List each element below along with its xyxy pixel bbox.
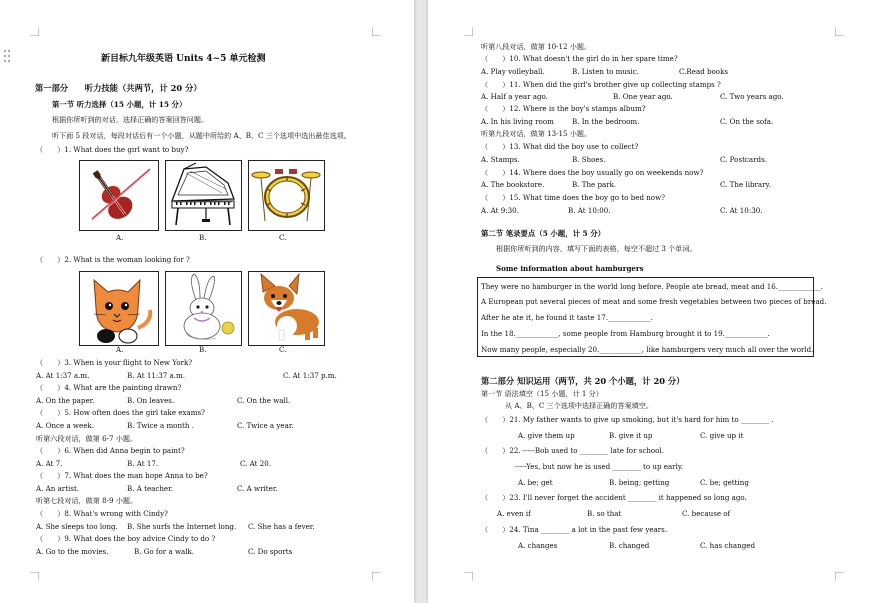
instruction-line: 根据你所听到的对话，选择正确的答案回答问题。: [52, 115, 209, 124]
question-stem: （ ）3. When is your flight to New York?: [36, 358, 193, 367]
crop-mark-bottom-left: [464, 572, 473, 581]
option-b: B. Twice a month .: [127, 421, 194, 430]
document-title: 新目标九年级英语 Units 4~5 单元检测: [101, 54, 266, 64]
option-label: C.: [279, 233, 287, 242]
listening-instruction: 听第七段对话，做第 8-9 小题。: [36, 496, 138, 505]
crop-mark-top-right: [835, 27, 844, 36]
option-c: C. On the sofa.: [720, 117, 774, 126]
question-stem: （ ）9. What does the boy advice Cindy to do ?: [36, 534, 216, 543]
question-stem: （ ）13. What did the boy use to collect?: [481, 142, 639, 151]
crop-mark-top-right: [372, 27, 381, 36]
question-stem: （ ）11. When did the girl's brother give up collecting stamps ?: [481, 80, 721, 89]
crop-mark-top-left: [464, 27, 473, 36]
option-b: B. At 17.: [127, 459, 159, 468]
drag-handle-icon[interactable]: [4, 50, 12, 64]
dog-image: [248, 271, 325, 346]
option-a: A. Play volleyball.: [481, 67, 545, 76]
option-b: B. A teacher.: [127, 484, 173, 493]
option-b: B. At 11:37 a.m.: [127, 371, 185, 380]
option-c: C. has changed: [700, 541, 755, 550]
option-a: A. Stamps.: [481, 155, 520, 164]
option-c: C. Two years ago.: [720, 92, 784, 101]
option-b: B. changed: [609, 541, 650, 550]
option-c: C. Do sports: [248, 547, 293, 556]
part1-heading: 第一部分 听力技能（共两节，计 20 分）: [35, 83, 202, 93]
question-stem-continued: -----Yes, but now he is used ________ to up early.: [515, 462, 684, 471]
question-stem: （ ）24. Tina ________ a lot in the past few years.: [481, 525, 668, 534]
option-c: C. because of: [682, 509, 731, 518]
option-c: C. be; getting: [700, 478, 749, 487]
cat-image: [79, 271, 159, 346]
listening-instruction: 听第六段对话，做第 6-7 小题。: [36, 434, 138, 443]
question-stem: （ ）15. What time does the boy go to bed now?: [481, 193, 665, 202]
option-b: B. Shoes.: [572, 155, 606, 164]
option-a: A. At 7.: [36, 459, 63, 468]
option-c: C. The library.: [720, 180, 771, 189]
option-a: A. The bookstore.: [481, 180, 545, 189]
option-a: A. even if: [497, 509, 531, 518]
question-stem: （ ）2. What is the woman looking for ?: [36, 255, 190, 264]
option-a: A. She sleeps too long.: [36, 522, 118, 531]
option-label: B.: [199, 233, 207, 242]
question-stem: （ ）21. My father wants to give up smoking, but it's hard for him to ________ .: [481, 415, 774, 424]
option-c: C. At 10:30.: [720, 206, 763, 215]
option-a: A. Half a year ago.: [481, 92, 548, 101]
crop-mark-top-left: [30, 27, 39, 36]
option-a: A. changes: [518, 541, 558, 550]
section3-heading: 第一节 语法填空（15 小题，计 1 分）: [481, 389, 603, 398]
option-c: C. A writer.: [237, 484, 278, 493]
option-c: C. On the wall.: [237, 396, 291, 405]
section2-heading: 第二节 笔录要点（5 小题，计 5 分）: [481, 229, 606, 238]
violin-image: [79, 160, 159, 231]
option-a: A. be; get: [518, 478, 553, 487]
option-label: A.: [116, 345, 124, 354]
option-label: A.: [116, 233, 124, 242]
option-c: C. Postcards.: [720, 155, 767, 164]
option-a: A. Once a week.: [36, 421, 94, 430]
option-b: B. At 10:00.: [568, 206, 611, 215]
crop-mark-bottom-right: [372, 572, 381, 581]
option-b: B. She surfs the Internet long.: [127, 522, 237, 531]
question-stem: （ ）4. What are the painting drawn?: [36, 383, 182, 392]
question-stem: （ ）1. What does the girl want to buy?: [36, 145, 189, 154]
listening-instruction: 听第八段对话，做第 10-12 小题。: [481, 42, 592, 51]
question-stem: （ ）14. Where does the boy usually go on weekends now?: [481, 168, 704, 177]
crop-mark-bottom-left: [30, 572, 39, 581]
listening-instruction: 听第九段对话，做第 13-15 小题。: [481, 129, 592, 138]
section2-instruction: 根据你所听到的内容，填写下面的表格，每空不超过 3 个单词。: [496, 244, 697, 253]
option-a: A. At 1:37 a.m.: [36, 371, 90, 380]
part2-heading: 第二部分 知识运用（两节，共 20 个小题，计 20 分）: [481, 376, 685, 386]
box-line: They were no hamburger in the world long before. People ate bread, meat and 16.____________.: [481, 282, 823, 291]
option-b: B. give it up: [609, 431, 653, 440]
option-label: B.: [199, 345, 207, 354]
question-stem: （ ）22. -----Bob used to ________ late for school.: [481, 446, 664, 455]
option-a: A. Go to the movies.: [36, 547, 109, 556]
option-b: B. Listen to music.: [572, 67, 640, 76]
crop-mark-bottom-right: [835, 572, 844, 581]
piano-image: [165, 160, 242, 231]
rabbit-image: [165, 271, 242, 346]
option-b: B. Go for a walk.: [134, 547, 195, 556]
question-stem: （ ）23. I'll never forget the accident ________ it happened so long ago.: [481, 493, 747, 502]
option-b: B. On leaves.: [127, 396, 175, 405]
document-page-1: [0, 0, 414, 603]
question-stem: （ ）7. What does the man hope Anna to be?: [36, 471, 208, 480]
instruction-line: 听下面 5 段对话，每段对话后有一个小题，从题中所给的 A、B、C 三个选项中选出最佳选项。: [52, 131, 351, 140]
option-c: C. Twice a year.: [237, 421, 294, 430]
box-line: In the 18.____________, some people from Hamburg brought it to 19.____________.: [481, 329, 770, 338]
option-b: B. The park.: [572, 180, 617, 189]
box-line: After he ate it, he found it taste 17.____________.: [481, 313, 653, 322]
box-line: Now many people, especially 20.____________, like hamburgers very much all over the world.: [481, 345, 814, 354]
option-a: A. An artist.: [36, 484, 80, 493]
question-stem: （ ）6. When did Anna begin to paint?: [36, 446, 185, 455]
option-a: A. In his living room: [481, 117, 554, 126]
box-title: Some information about hamburgers: [496, 264, 644, 273]
question-stem: （ ）12. Where is the boy's stamps album?: [481, 104, 646, 113]
question-stem: （ ）8. What's wrong with Cindy?: [36, 509, 168, 518]
drum-image: [248, 160, 325, 231]
option-c: C.Read books: [679, 67, 729, 76]
option-a: A. On the paper.: [36, 396, 95, 405]
option-c: C. give up it: [700, 431, 744, 440]
option-label: C.: [279, 345, 287, 354]
option-c: C. At 1:37 p.m.: [283, 371, 337, 380]
option-c: C. At 20.: [240, 459, 272, 468]
question-stem: （ ）5. How often does the girl take exams?: [36, 408, 205, 417]
option-b: B. being; getting: [609, 478, 670, 487]
option-a: A. At 9:30.: [481, 206, 519, 215]
box-line: A European put several pieces of meat and some fresh vegetables between two pieces of bread.: [481, 297, 827, 306]
option-b: B. so that: [587, 509, 622, 518]
option-b: B. One year ago.: [613, 92, 673, 101]
question-stem: （ ）10. What doesn't the girl do in her spare time?: [481, 54, 678, 63]
option-c: C. She has a fever.: [248, 522, 315, 531]
section3-instruction: 从 A、B、C 三个选项中选择正确的答案填空。: [505, 401, 653, 410]
section1-heading: 第一节 听力选择（15 小题，计 15 分）: [52, 100, 187, 109]
option-b: B. In the bedroom.: [572, 117, 640, 126]
option-a: A. give them up: [518, 431, 575, 440]
